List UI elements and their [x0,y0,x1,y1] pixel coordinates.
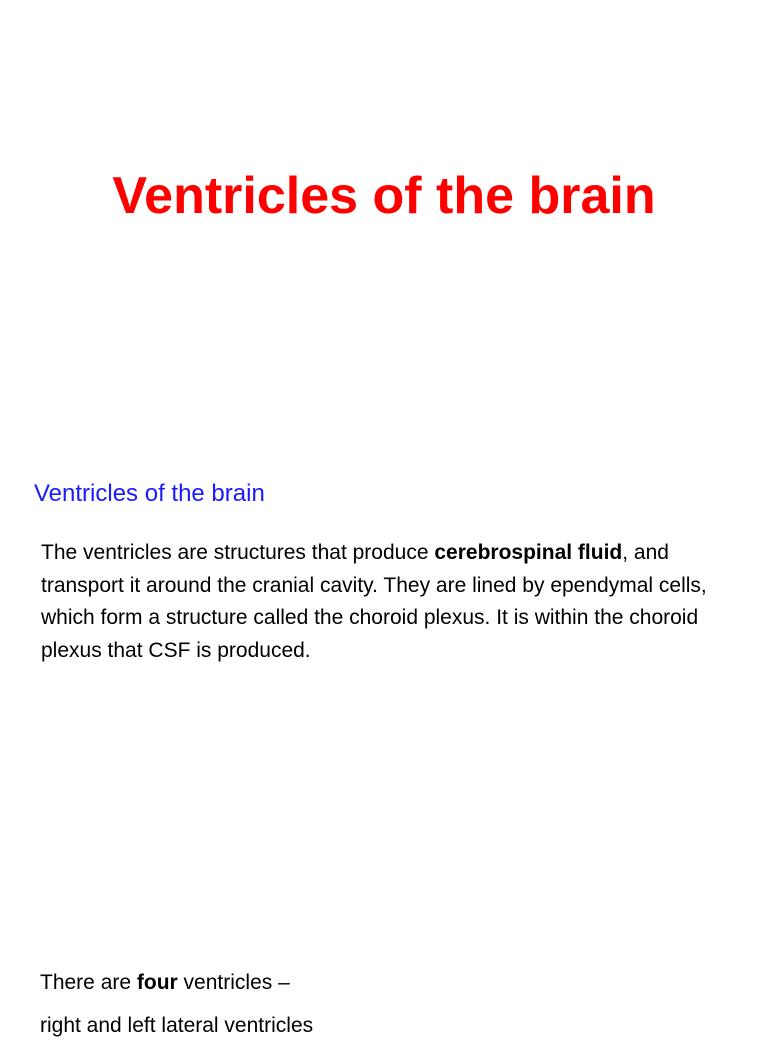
ventricles-description-paragraph [41,537,741,667]
ventricle-list-item: right and left lateral ventricles [40,1014,314,1037]
count-number: four [136,971,178,994]
cerebrospinal-fluid-term: cerebrospinal fluid [434,541,623,564]
section-heading: Ventricles of the brain [34,480,265,507]
count-text-end: ventricles – [177,971,290,994]
paragraph-text-start: The ventricles are structures that produce [41,541,435,564]
count-text-start: There are [40,971,137,994]
paragraph-text-end: , and transport it around the cranial cavity. They are lined by ependymal cells, which form a structure called the choroid plexus. It is within the choroid plexus that CSF is produced. [41,541,707,662]
slide-title: Ventricles of the brain [112,167,656,225]
ventricle-count-line [40,967,290,999]
